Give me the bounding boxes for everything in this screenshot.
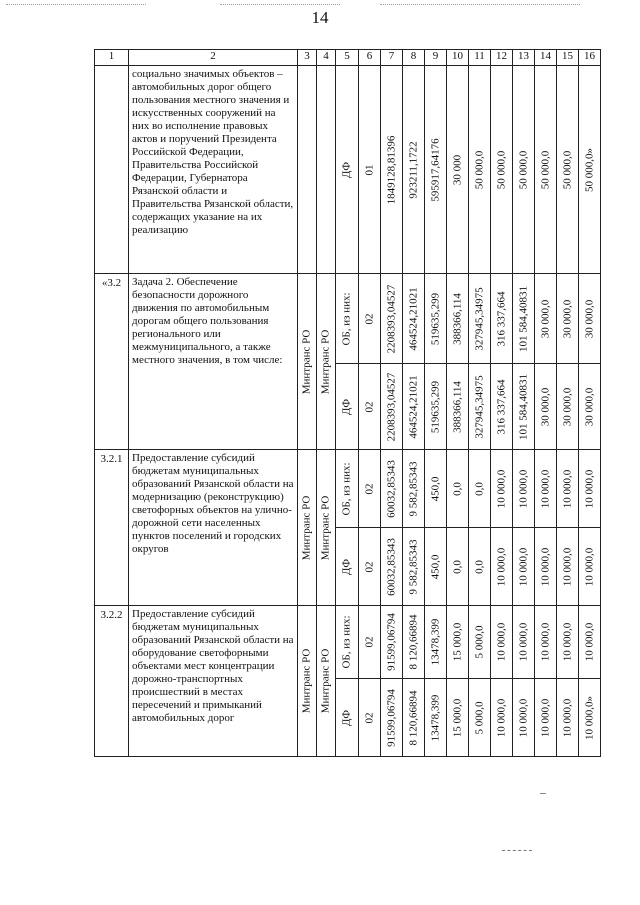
value-cell: 8 120,66894 (407, 614, 419, 670)
value-cell: 316 337,664 (495, 379, 507, 434)
col-header: 10 (447, 50, 469, 66)
value-cell: 30 000,0 (583, 387, 595, 426)
value-cell: 60032,85343 (385, 459, 397, 518)
value-cell: 450,0 (429, 476, 441, 501)
value-cell: 30 000,0 (583, 299, 595, 338)
value-cell: 0,0 (473, 481, 485, 496)
col-header: 13 (513, 50, 535, 66)
value-cell: 10 000,0 (583, 547, 595, 586)
col-header: 9 (425, 50, 447, 66)
value-cell: 50 000,0 (473, 150, 485, 189)
value-cell: 10 000,0 (517, 547, 529, 586)
row-description: Задача 2. Обеспечение безопасности дорожного движения по автомобильным дорогам общего пользования регионального или межмуниципального, а также местного значения, в том числе: (129, 274, 298, 450)
value-cell: 2208393,04527 (385, 284, 397, 353)
value-cell: 10 000,0» (583, 695, 595, 740)
col-header: 12 (491, 50, 513, 66)
col-header: 6 (359, 50, 381, 66)
value-cell: 10 000,0 (539, 698, 551, 737)
value-cell: 10 000,0 (517, 469, 529, 508)
value-cell: 450,0 (429, 554, 441, 579)
column-number-row (95, 50, 601, 66)
value-cell: 60032,85343 (385, 537, 397, 596)
budget-code: 02 (363, 483, 375, 494)
budget-code: 02 (363, 636, 375, 648)
value-cell: 595917,64176 (429, 137, 441, 202)
value-cell: 91599,06794 (385, 613, 397, 671)
col-header: 16 (579, 50, 601, 66)
row-description: социально значимых объектов – автомобильных дорог общего пользования местного значения и искусственных сооружений на них во исполнение правовых актов и поручений Президента Российской Федерации, Правительства Российской Федерации, Губернатора Рязанской области и Правительства Рязанской области, содержащих указание на их реализацию (129, 66, 298, 274)
empty-cell (298, 66, 317, 274)
value-cell: 50 000,0 (561, 150, 573, 189)
funding-source: ДФ (340, 161, 353, 178)
value-cell: 10 000,0 (539, 469, 551, 508)
col-header: 11 (469, 50, 491, 66)
col-header: 7 (381, 50, 403, 66)
value-cell: 15 000,0 (451, 698, 463, 737)
col-header: 3 (298, 50, 317, 66)
value-cell: 464524,21021 (407, 374, 419, 439)
value-cell: 30 000,0 (539, 387, 551, 426)
col-header: 15 (557, 50, 579, 66)
value-cell: 10 000,0 (561, 547, 573, 586)
scan-artifact (220, 4, 340, 5)
row-description: Предоставление субсидий бюджетам муниципальных образований Рязанской области на модернизацию (реконструкцию) светофорных объектов на улично-дорожной сети населенных пунктов поселений и городских округов (129, 450, 298, 606)
value-cell: 10 000,0 (495, 469, 507, 508)
col-header: 14 (535, 50, 557, 66)
row-description: Предоставление субсидий бюджетам муниципальных образований Рязанской области на оборудование светофорными объектами мест концентрации дорожно-транспортных происшествий в местах пересечений и примыканий автомобильных дорог (129, 606, 298, 757)
table-row (95, 606, 601, 679)
executor-cell: Минтранс РО (319, 648, 332, 714)
value-cell: 10 000,0 (517, 698, 529, 737)
value-cell: 13478,399 (429, 694, 441, 741)
value-cell: 10 000,0 (561, 622, 573, 662)
funding-source: ОБ, из них: (340, 291, 353, 346)
value-cell: 0,0 (473, 559, 485, 574)
value-cell: 9 582,85343 (407, 539, 419, 594)
budget-code: 02 (363, 313, 375, 324)
value-cell: 10 000,0 (583, 622, 595, 662)
value-cell: 519635,299 (429, 380, 441, 433)
value-cell: 10 000,0 (561, 469, 573, 508)
budget-code: 01 (363, 164, 375, 175)
executor-cell: Минтранс РО (300, 648, 313, 714)
row-number-cell: 3.2.1 (95, 450, 129, 606)
value-cell: 1849128,81396 (385, 135, 397, 204)
value-cell: 30 000,0 (561, 387, 573, 426)
scan-artifact (502, 850, 532, 851)
value-cell: 327945,34975 (473, 286, 485, 351)
value-cell: 519635,299 (429, 292, 441, 345)
value-cell: 91599,06794 (385, 688, 397, 747)
empty-cell (317, 66, 336, 274)
program-table (94, 49, 601, 757)
col-header: 2 (129, 50, 298, 66)
value-cell: 10 000,0 (539, 622, 551, 662)
funding-source: ОБ, из них: (340, 615, 353, 669)
value-cell: 10 000,0 (583, 469, 595, 508)
funding-source: ДФ (340, 558, 353, 575)
col-header: 4 (317, 50, 336, 66)
table-row (95, 274, 601, 364)
value-cell: 50 000,0 (495, 150, 507, 189)
value-cell: 30 000 (451, 154, 463, 185)
funding-source: ДФ (340, 398, 353, 415)
executor-cell: Минтранс РО (300, 329, 313, 394)
funding-source: ОБ, из них: (340, 461, 353, 516)
value-cell: 316 337,664 (495, 291, 507, 346)
value-cell: 30 000,0 (539, 299, 551, 338)
scan-artifact (6, 4, 146, 5)
row-number-cell (95, 66, 129, 274)
value-cell: 101 584,40831 (517, 285, 529, 352)
budget-code: 02 (363, 561, 375, 572)
executor-cell: Минтранс РО (319, 329, 332, 394)
value-cell: 10 000,0 (495, 622, 507, 662)
table-row (95, 66, 601, 274)
value-cell: 327945,34975 (473, 374, 485, 439)
value-cell: 13478,399 (429, 618, 441, 666)
value-cell: 10 000,0 (517, 622, 529, 662)
row-number-cell: 3.2.2 (95, 606, 129, 757)
value-cell: 923211,1722 (407, 140, 419, 199)
page-number: 14 (311, 8, 329, 27)
value-cell: 101 584,40831 (517, 373, 529, 440)
value-cell: 9 582,85343 (407, 461, 419, 516)
value-cell: 0,0 (451, 559, 463, 574)
value-cell: 15 000,0 (451, 622, 463, 662)
budget-code: 02 (363, 401, 375, 412)
scan-artifact (380, 4, 580, 5)
value-cell: 5 000,0 (473, 701, 485, 734)
row-number-cell: «3.2 (95, 274, 129, 450)
value-cell: 388366,114 (451, 380, 463, 433)
value-cell: 50 000,0» (583, 147, 595, 192)
value-cell: 10 000,0 (561, 698, 573, 737)
executor-cell: Минтранс РО (300, 495, 313, 560)
value-cell: 464524,21021 (407, 286, 419, 351)
value-cell: 388366,114 (451, 292, 463, 345)
value-cell: 50 000,0 (517, 150, 529, 189)
executor-cell: Минтранс РО (319, 495, 332, 560)
col-header: 5 (336, 50, 359, 66)
col-header: 8 (403, 50, 425, 66)
scan-artifact (540, 793, 546, 794)
value-cell: 50 000,0 (539, 150, 551, 189)
table-row (95, 450, 601, 528)
value-cell: 5 000,0 (473, 625, 485, 659)
value-cell: 0,0 (451, 481, 463, 496)
value-cell: 10 000,0 (539, 547, 551, 586)
funding-source: ДФ (340, 709, 353, 726)
value-cell: 2208393,04527 (385, 372, 397, 441)
value-cell: 10 000,0 (495, 698, 507, 737)
value-cell: 8 120,66894 (407, 690, 419, 745)
col-header: 1 (95, 50, 129, 66)
value-cell: 30 000,0 (561, 299, 573, 338)
budget-code: 02 (363, 712, 375, 723)
value-cell: 10 000,0 (495, 547, 507, 586)
